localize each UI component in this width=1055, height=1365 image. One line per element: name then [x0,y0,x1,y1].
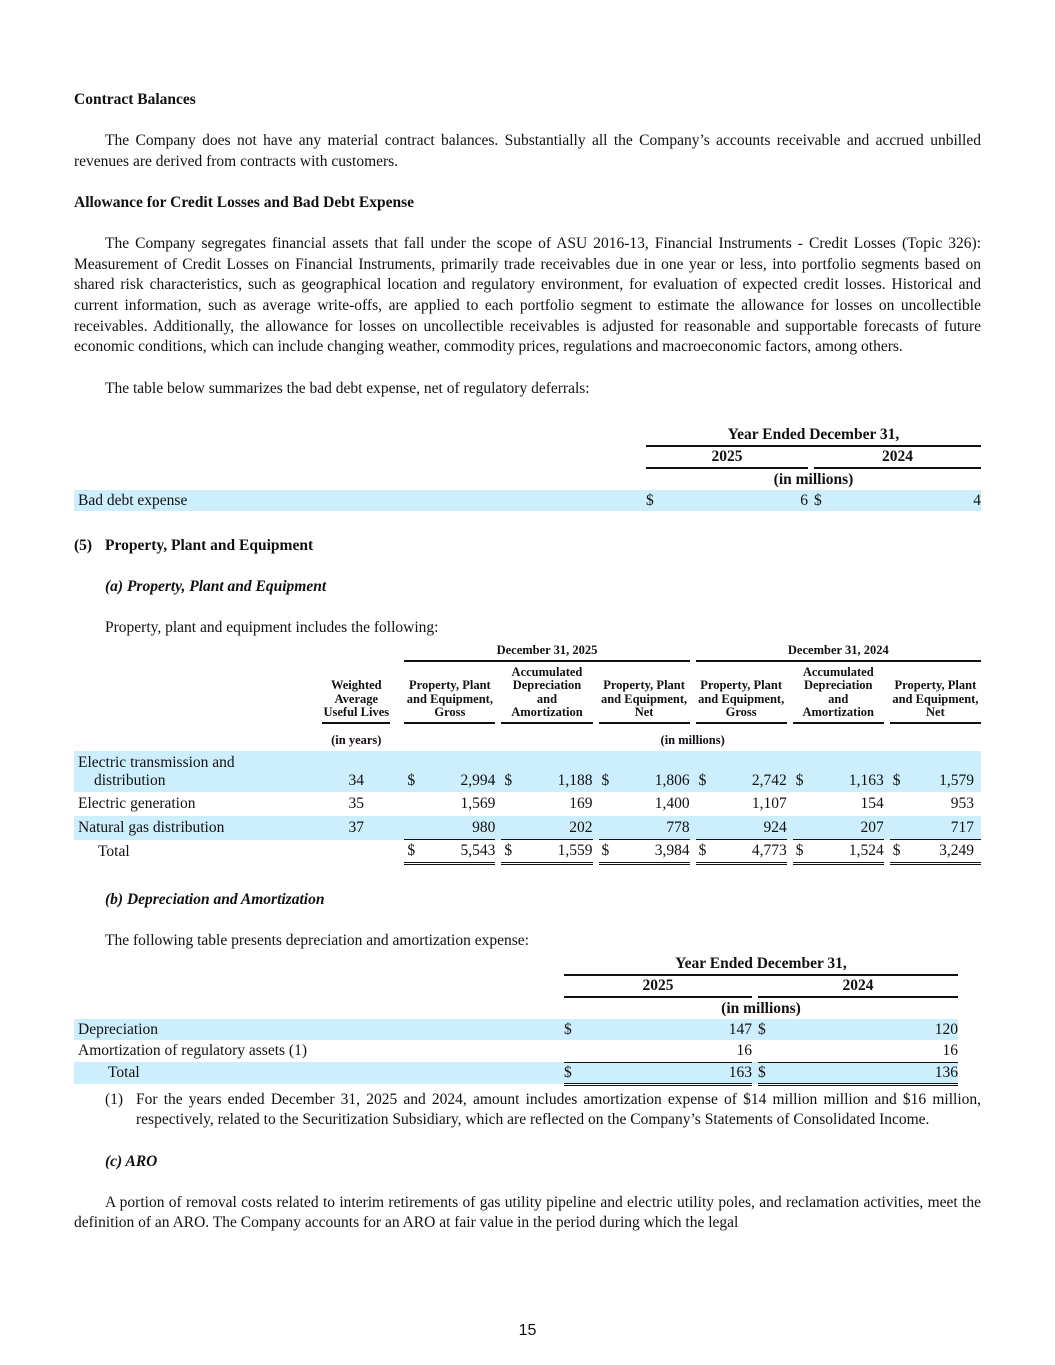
depr-year-2025: 2025 [564,975,752,997]
currency-symbol: $ [892,771,901,789]
allowance-heading: Allowance for Credit Losses and Bad Debt Expense [74,194,415,212]
cell-gross-2024: 924 [763,818,787,836]
cell-2024: 16 [942,1041,958,1059]
depr-subheading-b: (b) Depreciation and Amortization [105,891,325,909]
col-accum-2024: Accumulated Depreciation and Amortization [793,661,884,723]
cell-accum-2024: 154 [860,794,884,812]
row-label [74,751,322,792]
cell-accum-2024: 1,163 [848,771,884,789]
total-2025: 163 [578,1062,752,1084]
table-row [74,816,981,840]
table-row-total [74,1062,958,1084]
bad-debt-year-header: Year Ended December 31, [646,425,981,446]
cell-net-2025: 778 [666,818,690,836]
currency-symbol: $ [646,491,654,509]
row-label: Natural gas distribution [78,818,225,836]
ppe-section-title [74,536,981,556]
total-label: Total [108,1064,140,1082]
ppe-section-label: Property, Plant and Equipment [105,537,314,555]
cell-accum-2024: 207 [860,818,884,836]
cell-lives: 35 [348,794,365,812]
currency-symbol: $ [599,840,615,864]
cell-net-2024: 717 [950,818,974,836]
cell-net-2025: 1,806 [654,771,690,789]
bad-debt-label: Bad debt expense [78,491,188,509]
bad-debt-intro: The table below summarizes the bad debt expense, net of regulatory deferrals: [105,379,590,397]
table-row [74,792,981,816]
bad-debt-value-2024: 4 [973,491,981,509]
currency-symbol: $ [758,1020,766,1038]
cell-2025: 16 [736,1041,752,1059]
contract-balances-heading: Contract Balances [74,91,196,108]
cell-net-2024: 1,579 [939,771,974,789]
cell-gross-2024: 2,742 [751,771,787,789]
cell-accum-2025: 202 [569,818,593,836]
currency-symbol: $ [890,840,906,864]
footnote-text: For the years ended December 31, 2025 and 2024, amount includes amortization expense of $14 million million and $16 million, respectively, related to the Securitization Subsidiary, which are reflected on the Company’s Statements of Consolidated Income. [136,1090,981,1129]
row-label-line1: Electric transmission and [78,753,235,771]
currency-symbol: $ [504,771,513,789]
currency-symbol: $ [814,491,822,509]
currency-symbol: $ [407,771,416,789]
cell-2025: 147 [728,1020,752,1038]
currency-symbol: $ [564,1062,578,1084]
row-label-line2: distribution [94,771,166,789]
table-row [74,490,981,511]
depr-year-2024: 2024 [758,975,958,997]
allowance-paragraph: The Company segregates financial assets that fall under the scope of ASU 2016-13, Financial Instruments - Credit Losses (Topic 326): Measurement of Credit Losses on Financial Instruments, primarily trade receivables due in one year or less, into portfolio segments based on shared risk characteristics, such as geographical location and regulatory environment, for evaluation of expected credit losses. Historical and current information, such as average write-offs, are applied to each portfolio segment to estimate the allowance for losses on uncollectible receivables. Additionally, the allowance for losses on uncollectible receivables is adjusted for reasonable and supportable forecasts of future economic conditions, which can include changing weather, commodity prices, regulations and macroeconomic factors, among others. [74,235,981,356]
units-millions: (in millions) [660,733,725,748]
cell-gross-2025: 2,994 [460,771,496,789]
footnote-number: (1) [105,1090,124,1108]
currency-symbol: $ [758,1062,772,1084]
cell-2024: 120 [934,1020,958,1038]
bad-debt-year-2025: 2025 [646,446,808,468]
cell-gross-2025: 980 [472,818,496,836]
aro-subheading-c: (c) ARO [105,1152,158,1170]
footnote [74,1090,981,1131]
ppe-intro: Property, plant and equipment includes the following: [105,619,439,637]
total-accum-2025: 1,559 [517,840,592,864]
cell-net-2025: 1,400 [654,794,690,812]
bad-debt-value-2025: 6 [800,491,808,509]
col-net-2024: Property, Plant and Equipment, Net [890,661,981,723]
currency-symbol: $ [564,1020,572,1038]
total-net-2024: 3,249 [906,840,981,864]
aro-paragraph: A portion of removal costs related to interim retirements of gas utility pipeline and electric utility poles, and reclamation activities, meet the definition of an ARO. The Company accounts for an ARO at fair value in the period during which the legal [74,1193,981,1232]
total-label: Total [98,842,130,860]
ppe-table [74,641,981,866]
ppe-section-number: (5) [74,537,93,555]
page-number: 15 [518,1322,537,1339]
cell-gross-2024: 1,107 [751,794,787,812]
row-label: Depreciation [78,1020,159,1038]
cell-lives: 37 [348,818,365,836]
depr-units: (in millions) [721,999,801,1017]
col-gross-2024: Property, Plant and Equipment, Gross [696,661,787,723]
cell-net-2024: 953 [950,794,974,812]
table-row [74,751,981,792]
currency-symbol: $ [601,771,610,789]
row-label: Electric generation [78,794,196,812]
units-years: (in years) [331,733,382,748]
total-accum-2024: 1,524 [809,840,884,864]
depr-year-header: Year Ended December 31, [564,954,958,975]
currency-symbol: $ [795,771,804,789]
total-2024: 136 [772,1062,958,1084]
total-gross-2024: 4,773 [712,840,787,864]
bad-debt-table [74,425,981,511]
currency-symbol: $ [696,840,712,864]
col-net-2025: Property, Plant and Equipment, Net [599,661,690,723]
table-row [74,1040,958,1062]
ppe-subheading-a: (a) Property, Plant and Equipment [105,578,327,596]
cell-lives: 34 [348,771,365,789]
col-accum-2025: Accumulated Depreciation and Amortization [501,661,592,723]
currency-symbol: $ [404,840,420,864]
cell-gross-2025: 1,569 [460,794,496,812]
table-row-total [74,840,981,864]
currency-symbol: $ [698,771,707,789]
currency-symbol: $ [501,840,517,864]
bad-debt-units: (in millions) [773,470,854,488]
total-gross-2025: 5,543 [420,840,495,864]
contract-balances-paragraph: The Company does not have any material contract balances. Substantially all the Company’s accounts receivable and accrued unbilled revenues are derived from contracts with customers. [74,132,981,170]
document-page [74,90,981,1234]
depr-intro: The following table presents depreciation and amortization expense: [105,932,529,950]
col-useful-lives: Weighted Average Useful Lives [322,661,390,723]
ppe-group-2025: December 31, 2025 [404,641,689,661]
currency-symbol: $ [793,840,809,864]
ppe-group-2024: December 31, 2024 [696,641,981,661]
table-row [74,1019,958,1040]
total-net-2025: 3,984 [615,840,690,864]
col-gross-2025: Property, Plant and Equipment, Gross [404,661,495,723]
row-label: Amortization of regulatory assets (1) [78,1042,307,1060]
cell-accum-2025: 169 [569,794,593,812]
depreciation-table [74,954,958,1086]
cell-accum-2025: 1,188 [557,771,593,789]
bad-debt-year-2024: 2024 [814,446,981,468]
